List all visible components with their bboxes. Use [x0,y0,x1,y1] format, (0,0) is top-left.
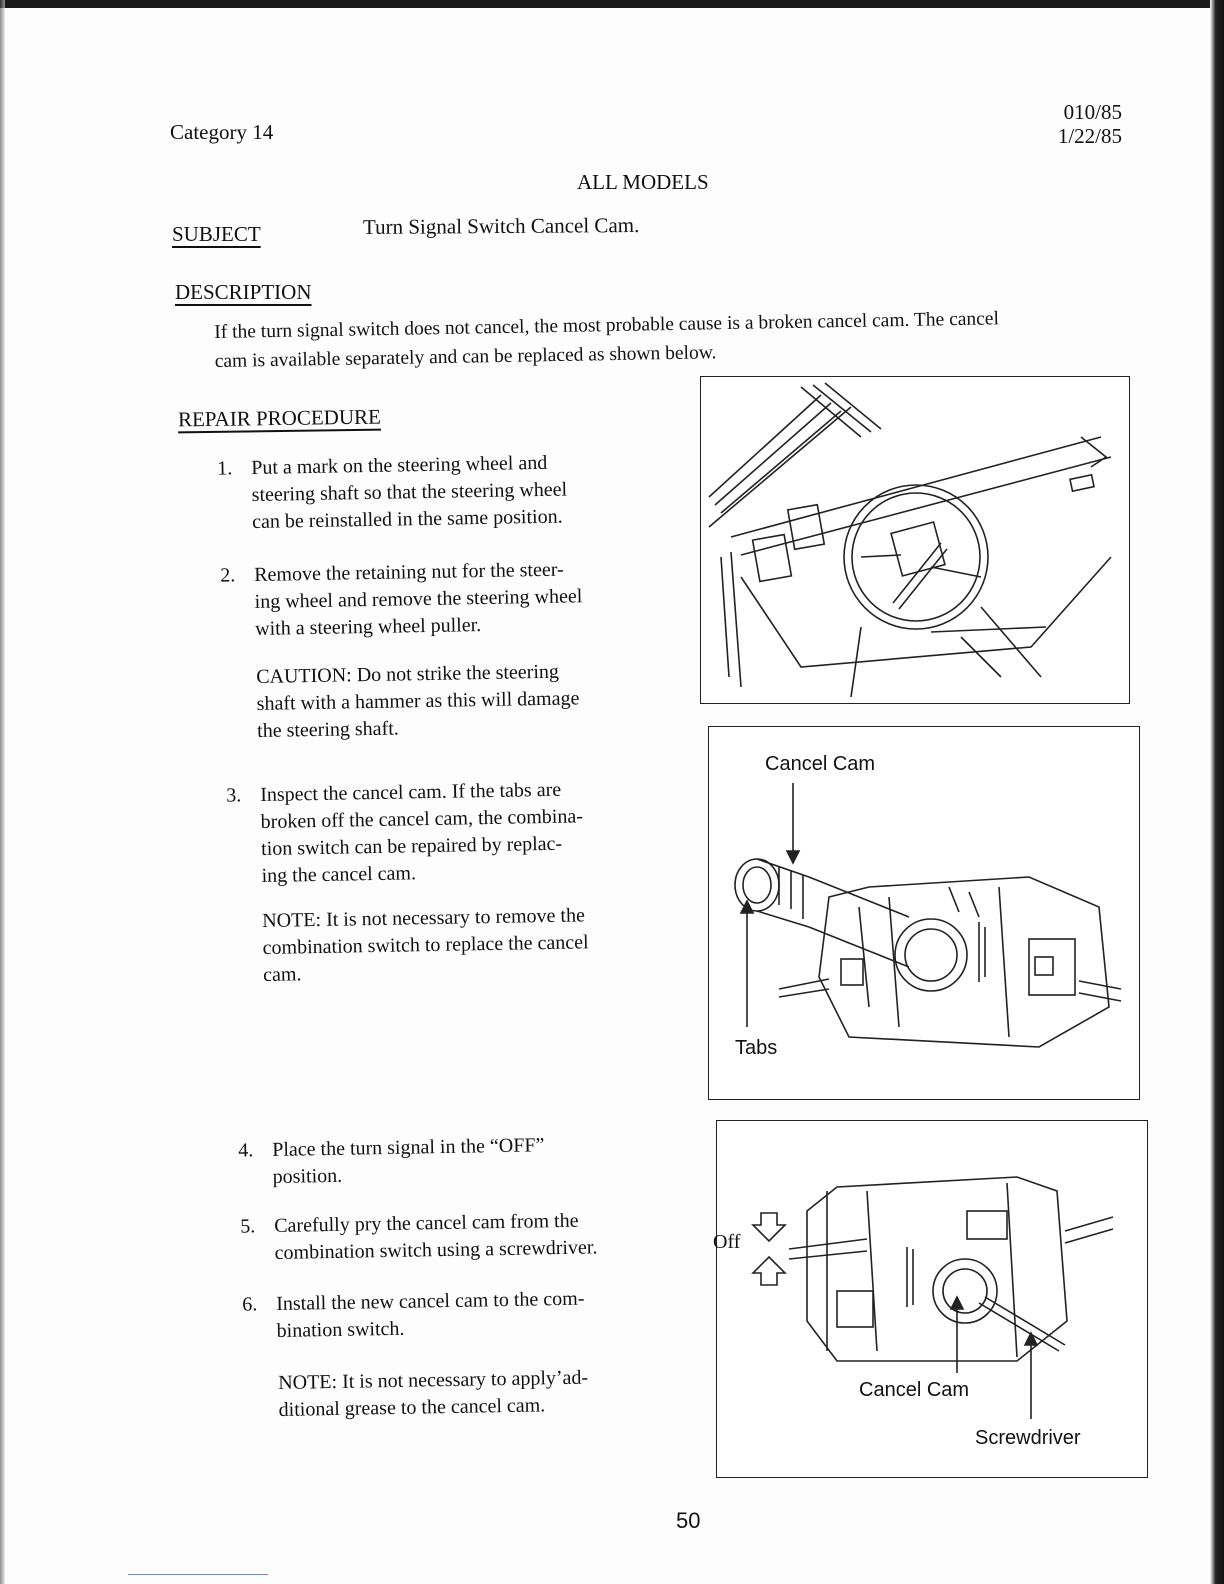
step-line: ing wheel and remove the steering wheel [254,585,583,613]
step-line: tion switch can be repaired by replac- [260,832,563,860]
figure-cancel-cam-removal [713,1120,1148,1478]
bulletin-code: 010/85 [1063,100,1122,124]
note-line: ditional grease to the cancel cam. [278,1394,546,1421]
off-arrow-up-icon [753,1257,785,1285]
step-5 [240,1207,598,1267]
step-line: Install the new cancel cam to the com- [276,1287,585,1315]
step-6 [242,1286,585,1345]
caution-line: CAUTION: Do not strike the steering [256,660,560,688]
note-line: combination switch to replace the cancel [262,931,589,959]
figure-cancel-cam-tabs [708,726,1140,1100]
caution-line: shaft with a hammer as this will damage [256,687,580,715]
scan-artifact-line [128,1574,268,1575]
step-number: 2. [220,564,236,587]
description-line: cam is available separately and can be replaced as shown below. [214,342,717,372]
fig2-tabs-label: Tabs [735,1037,778,1059]
cancel-cam-removal-illustration [717,1121,1147,1477]
models-heading: ALL MODELS [577,170,709,194]
step-line: Put a mark on the steering wheel and [251,451,548,479]
subject-label: SUBJECT [172,222,261,246]
fig3-off-label: Off [713,1231,741,1253]
scan-edge-left [0,0,5,1584]
bulletin-date: 1/22/85 [1057,124,1122,148]
step-line: Carefully pry the cancel cam from the [274,1209,579,1237]
description-text [214,302,1115,376]
step-number: 1. [217,457,233,480]
step-1 [217,449,568,535]
step-number: 3. [226,784,242,807]
note-1 [262,902,589,989]
step-line: Inspect the cancel cam. If the tabs are [260,778,562,806]
subject-value: Turn Signal Switch Cancel Cam. [362,213,640,239]
caution-note [256,658,580,745]
category-label: Category 14 [170,120,274,144]
scan-edge-top [0,0,1224,8]
step-line: Place the turn signal in the “OFF” [272,1134,545,1161]
step-line: with a steering wheel puller. [254,614,482,640]
fig3-screwdriver-label: Screwdriver [975,1427,1081,1449]
step-2 [220,556,583,643]
step-line: steering shaft so that the steering wheel [251,478,568,506]
repair-procedure-label: REPAIR PROCEDURE [177,404,382,432]
description-line: If the turn signal switch does not cancel, the most probable cause is a broken cancel cam. The cancel [214,308,1000,343]
step-line: position. [272,1164,343,1188]
step-line: combination switch using a screwdriver. [274,1236,598,1264]
step-line: bination switch. [276,1317,405,1342]
note-2 [278,1365,589,1424]
note-line: NOTE: It is not necessary to remove the [262,904,586,932]
step-number: 6. [242,1293,258,1316]
step-line: can be reinstalled in the same position. [251,505,563,533]
note-line: cam. [262,963,302,986]
step-line: ing the cancel cam. [261,862,417,887]
caution-line: the steering shaft. [256,717,399,742]
fig2-cancel-cam-label: Cancel Cam [765,753,876,775]
step-number: 4. [238,1139,254,1162]
fig3-cancel-cam-label: Cancel Cam [859,1379,970,1401]
figure-steering-wheel [700,376,1130,704]
note-line: NOTE: It is not necessary to apply’ad- [278,1366,589,1394]
steering-wheel-illustration [701,377,1129,703]
page-number: 50 [676,1508,701,1533]
step-number: 5. [240,1215,256,1238]
step-4 [238,1132,545,1191]
off-arrow-down-icon [753,1213,785,1241]
step-line: broken off the cancel cam, the combina- [260,805,584,833]
step-3 [226,776,584,890]
scan-edge-right [1210,0,1224,1584]
description-label: DESCRIPTION [175,280,312,304]
step-line: Remove the retaining nut for the steer- [254,558,564,586]
